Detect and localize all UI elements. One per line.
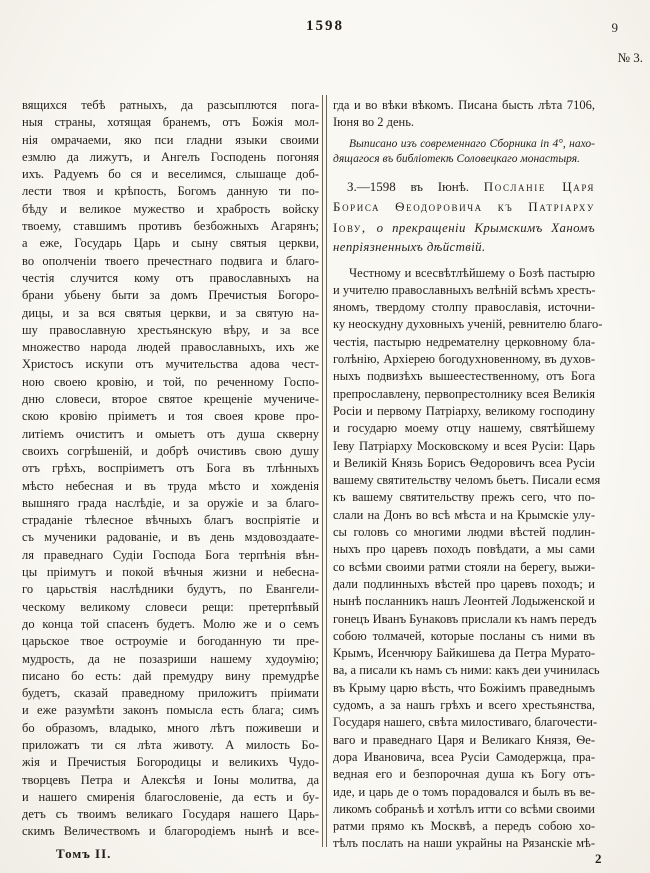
entry-title-smallcaps: Посланіе Царя Бориса Ѳеодоровича къ Патріарху Іову, xyxy=(333,178,595,235)
margin-document-number: № 3. xyxy=(617,50,643,65)
source-note: Выписано изъ современнаго Сборника in 4°, нахо- дящагося въ библіотекѣ Соловецкаго монастыря. xyxy=(333,137,595,166)
entry-number-date: З.—1598 въ Іюнѣ. xyxy=(347,178,484,194)
running-head-year: 1598 xyxy=(306,18,344,34)
footer-sheet-signature: 2 xyxy=(595,851,602,866)
entry-heading xyxy=(333,177,595,258)
left-column-text: вящихся тебѣ ратныхъ, да разсыплются пога- ныя страны, хотящая бранемъ, отъ Божія мол- нія омрачаеми, яко пси гладни языки своими езмлю да лижутъ, и Ангелъ Господень погоняя ихъ. Радуемъ бо ся и веселимся, слышаще доб- лести твоя и крѣпость, Богомъ данную ти по- бѣду и великое мужество и храбрость войску твоему, ставшимъ противъ безбожныхъ Агарянъ; а еже, Государь Царь и сыну святыя церкви, во ополченіи твоего пречестнаго подвига и благо- честія случится кому отъ православныхъ на брани убьену быти за домъ Пречистыя Богоро- дицы, и за вся святыя церкви, и за святую на- шу православную хрестьянскую вѣру, и за все множество народа людей православныхъ, ихъ же Христосъ искупи отъ мучительства адова чест- ною своею кровію, и той, по реченному Госпо- дню словеси, второе святое крещеніе мучениче- скою кровію пріиметъ и тоя своея крове про- литіемъ очиститъ и омыетъ отъ душа скверну своихъ согрѣшеній, и добрѣ очистивъ свою душу отъ грѣхъ, воспріиметъ отъ Бога въ тлѣнныхъ мѣсто небесная и въ труда мѣсто и хожденія вышняго града наслѣдіе, и за оружіе и за благо- страданіе тѣлесное вѣчныхъ благъ воспріятіе и съ мученики радованіе, и въ день мздовоздаате- ля праведнаго Судіи Господа Бога терпѣнія вѣн- цы пріимутъ и покой вѣчныя жизни и небесна- го царьствія наслѣдники будутъ, по Евангели- ческому великому словеси рещи: претерпѣвый до конца той спасенъ будетъ. Молю же и о семъ царьское твое остроуміе и богоданную ти пре- мудрость, да не позазриши нашему худоумію; писано бо есть: дай премудру вину премудрѣе будетъ, сказай праведному приложитъ пріимати и еже разумѣти законъ помысла есть блага; симъ бо образомъ, владыко, много лѣтъ поживеши и приложатъ ти ся лѣта животу. А милость Бо- жія и Пречистыя Богородицы и великихъ Чудо- творцевъ Петра и Алексѣя и Іоны молитва, да и нашего смиренія благословеніе, да есть и бу- детъ съ твоимъ великаго Государя нашего Царь- скимъ Величествомъ и благородіемъ нынѣ и все- xyxy=(22,98,319,839)
entry-title-italic: о прекращеніи Крымскимъ Ханомъ непріязненныхъ дѣйствій. xyxy=(333,220,595,255)
page-number: 9 xyxy=(611,20,618,35)
right-column xyxy=(333,97,603,853)
left-column xyxy=(22,97,319,846)
entry-body-text: Честному и всесвѣтлѣйшему о Бозѣ пастырю и учителю православныхъ велѣній всѣмъ хресть- яномъ, твердому столпу православія, источни- ку неоскудну духовныхъ ученій, ревнителю благо- честія, пастырю недремателну церковному бла- голѣнію, Архіерею богодухновенному, въ духов- ныхъ подвизѣхъ вышеестественному, отъ Бога препрославлену, первопрестолнику всея Великія Росіи и первому Патріарху, великому господину и государю моему отцу нашему, святѣйшему Іеву Патріарху Московскому и всея Русіи: Царь и Великій Князь Борисъ Ѳедоровичъ всеа Русіи вашему святительству челомъ бьетъ. Писали есмя къ вашему святительству прежъ сего, что по- слали на Донъ во всѣ мѣста и на Крымскіе улу- сы головъ со многими людми вѣстей подлин- ныхъ про царевъ походъ повѣдати, а мы сами со всѣми своими ратми стояли на берегу, выжи- дали подлинныхъ вѣстей про царевъ походъ; и нынѣ посланникъ нашъ Леонтей Лодыженской и гонецъ Иванъ Бунаковъ прислали къ намъ передъ собою толмачей, которые посланы съ ними въ Крымъ, Исенчюру Байкишева да Петра Мурато- ва, а писали къ намъ съ ними: какъ деи учинилась въ Крыму царю вѣсть, что Божіимъ праведнымъ судомъ, а за нашъ грѣхъ и всего хрестьянства, Государя нашего, свѣта милостиваго, благочести- ваго и праведнаго Царя и Великаго Князя, Ѳе- дора Ивановича, всеа Русіи Самодержца, пра- ведная его и безпорочная душа къ Богу отъ- иде, и царь де о томъ порадовался и былъ въ ве- ликомъ собраньѣ и хотѣлъ итти со всѣми своими ратми прямо къ Москвѣ, а передъ собою хо- тѣлъ послать на наши украйны на Рязанскіе мѣ- xyxy=(333,265,603,851)
footer-volume-label: Томъ II. xyxy=(56,846,112,861)
column-divider-rule xyxy=(322,95,327,847)
continuation-paragraph: гда и во вѣки вѣкомъ. Писана бысть лѣта 7106, Іюня во 2 день. xyxy=(333,98,595,130)
